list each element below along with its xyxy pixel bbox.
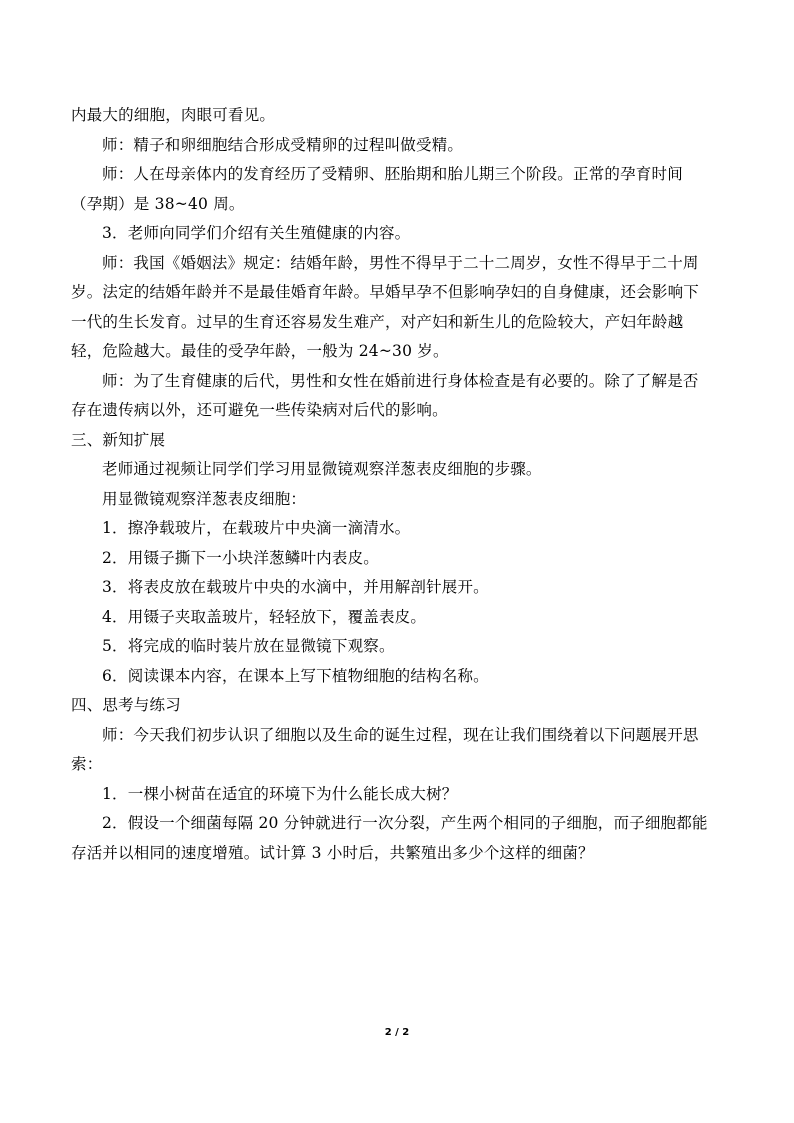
text-line: 岁。法定的结婚年龄并不是最佳婚育年龄。早婚早孕不但影响孕妇的自身健康，还会影响下	[71, 283, 700, 301]
page-number: 2 / 2	[384, 1027, 410, 1038]
text-line: 存在遗传病以外，还可避免一些传染病对后代的影响。	[71, 401, 448, 419]
text-line: 存活并以相同的速度增殖。试计算 3 小时后，共繁殖出多少个这样的细菌？	[71, 843, 594, 862]
text-line: 师：精子和卵细胞结合形成受精卵的过程叫做受精。	[102, 135, 464, 154]
text-line: 内最大的细胞，肉眼可看见。	[71, 106, 276, 124]
text-line: 师：人在母亲体内的发育经历了受精卵、胚胎期和胎儿期三个阶段。正常的孕育时间	[102, 165, 683, 183]
text-line: （孕期）是 38~40 周。	[71, 194, 245, 213]
section-heading: 三、新知扩展	[71, 430, 166, 449]
list-item: 1．一棵小树苗在适宜的环境下为什么能长成大树？	[102, 784, 458, 803]
text-line: 老师通过视频让同学们学习用显微镜观察洋葱表皮细胞的步骤。	[102, 460, 542, 478]
text-line: 师：今天我们初步认识了细胞以及生命的诞生过程，现在让我们围绕着以下问题展开思	[102, 725, 699, 744]
text-line: 师：为了生育健康的后代，男性和女性在婚前进行身体检查是有必要的。除了了解是否	[102, 371, 699, 390]
text-line: 用显微镜观察洋葱表皮细胞：	[102, 489, 307, 508]
text-line: 一代的生长发育。过早的生育还容易发生难产，对产妇和新生儿的危险较大，产妇年龄越	[71, 312, 684, 331]
list-item: 5．将完成的临时装片放在显微镜下观察。	[102, 637, 395, 655]
list-item: 4．用镊子夹取盖玻片，轻轻放下，覆盖表皮。	[102, 607, 427, 626]
list-item: 2．用镊子撕下一小块洋葱鳞叶内表皮。	[102, 548, 379, 567]
text-line: 师：我国《婚姻法》规定：结婚年龄，男性不得早于二十二周岁，女性不得早于二十周	[102, 253, 699, 272]
list-item: 2．假设一个细菌每隔 20 分钟就进行一次分裂，产生两个相同的子细胞，而子细胞都能	[102, 814, 708, 832]
list-item: 1．擦净载玻片，在载玻片中央滴一滴清水。	[102, 519, 411, 537]
list-item: 3．将表皮放在载玻片中央的水滴中，并用解剖针展开。	[102, 578, 489, 596]
text-line: 索：	[71, 755, 103, 773]
document-body	[71, 101, 722, 868]
text-line: 3．老师向同学们介绍有关生殖健康的内容。	[102, 224, 411, 242]
section-heading: 四、思考与练习	[71, 696, 181, 714]
text-line: 轻，危险越大。最佳的受孕年龄，一般为 24~30 岁。	[71, 342, 449, 360]
list-item: 6．阅读课本内容，在课本上写下植物细胞的结构名称。	[102, 666, 489, 685]
